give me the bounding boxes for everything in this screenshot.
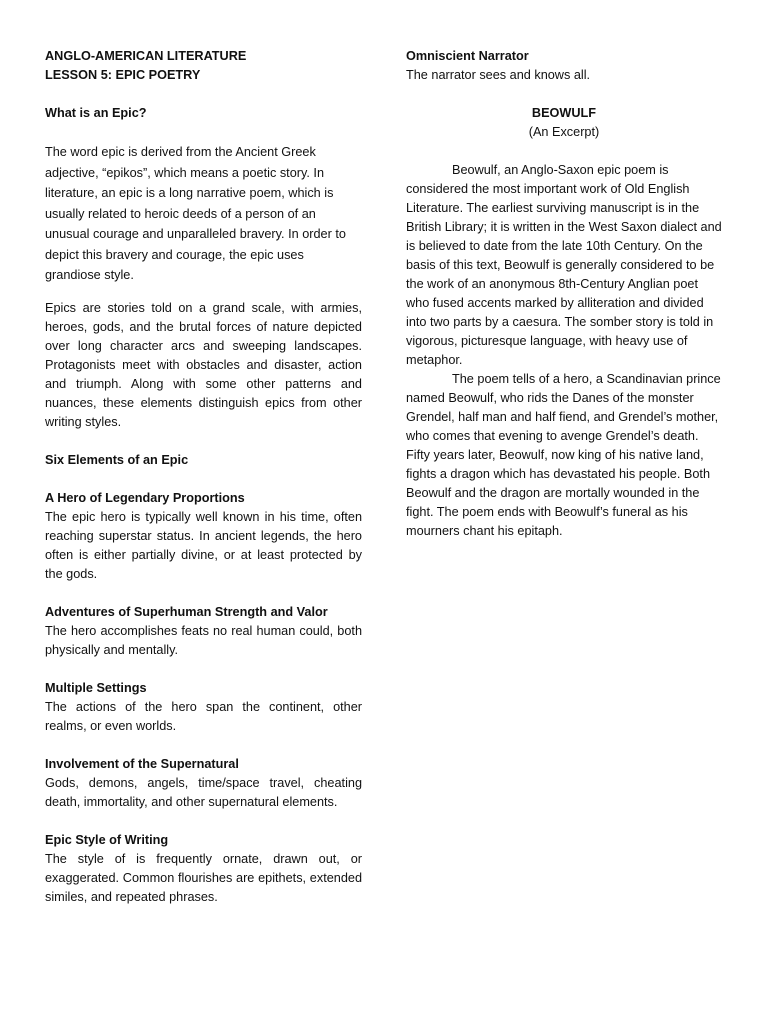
left-column [45, 47, 362, 907]
what-is-epic-heading: What is an Epic? [45, 106, 147, 120]
element-text: The epic hero is typically well known in his time, often reaching superstar status. In ancient legends, the hero often is either partially divine, or at least protected by the gods. [45, 509, 362, 581]
lesson-title: LESSON 5: EPIC POETRY [45, 68, 201, 82]
six-elements-heading: Six Elements of an Epic [45, 452, 189, 467]
element-text: The hero accomplishes feats no real human could, both physically and mentally. [45, 623, 362, 657]
element-section [45, 679, 362, 736]
element-section [45, 489, 362, 584]
element-heading: A Hero of Legendary Proportions [45, 490, 245, 505]
beowulf-paragraph-1: Beowulf, an Anglo-Saxon epic poem is considered the most important work of Old English Literature. The earliest surviving manuscript is in the British Library; it is written in the West Saxon dialect and is believed to date from the late 10th Century. On the basis of this text, Beowulf is generally considered to be the work of an anonymous 8th-Century Anglian poet who fused accents marked by alliteration and divided into two parts by a caesura. The somber story is told in vigorous, picturesque language, with heavy use of metaphor. [406, 163, 722, 367]
narrator-heading: Omniscient Narrator [406, 49, 529, 63]
element-section [45, 755, 362, 812]
element-heading: Adventures of Superhuman Strength and Valor [45, 604, 328, 619]
element-heading: Involvement of the Supernatural [45, 756, 239, 771]
epic-stories-paragraph: Epics are stories told on a grand scale, with armies, heroes, gods, and the brutal forces of nature depicted over long character arcs and sweeping landscapes. Protagonists meet with obstacles and disaster, action and triumph. Along with some other patterns and nuances, these elements distinguish epics from other writing styles. [45, 300, 362, 429]
right-column [406, 47, 722, 541]
beowulf-title: BEOWULF [531, 106, 597, 120]
narrator-text: The narrator sees and knows all. [406, 68, 591, 82]
element-text: The actions of the hero span the continent, other realms, or even worlds. [45, 699, 362, 733]
beowulf-paragraph-2: The poem tells of a hero, a Scandinavian prince named Beowulf, who rids the Danes of the monster Grendel, half man and half fiend, and Grendel’s mother, who comes that evening to avenge Grendel’s death. Fifty years later, Beowulf, now king of his native land, fights a dragon which has devastated his people. Both Beowulf and the dragon are mortally wounded in the fight. The poem ends with Beowulf’s funeral as his mourners chant his epitaph. [406, 372, 721, 538]
element-text: Gods, demons, angels, time/space travel, cheating death, immortality, and other supernatural elements. [45, 775, 362, 809]
course-title: ANGLO-AMERICAN LITERATURE [45, 49, 247, 63]
element-section [45, 603, 362, 660]
element-section [45, 831, 362, 907]
element-heading: Epic Style of Writing [45, 832, 169, 847]
element-text: The style of is frequently ornate, drawn out, or exaggerated. Common flourishes are epithets, extended similes, and repeated phrases. [45, 851, 362, 904]
intro-paragraph: The word epic is derived from the Ancient Greek adjective, “epikos”, which means a poetic story. In literature, an epic is a long narrative poem, which is usually related to heroic deeds of a person of an unusual courage and unparalleled bravery. In order to depict this bravery and courage, the epic uses grandiose style. [45, 145, 346, 282]
beowulf-subtitle: (An Excerpt) [528, 125, 600, 139]
element-heading: Multiple Settings [45, 680, 147, 695]
